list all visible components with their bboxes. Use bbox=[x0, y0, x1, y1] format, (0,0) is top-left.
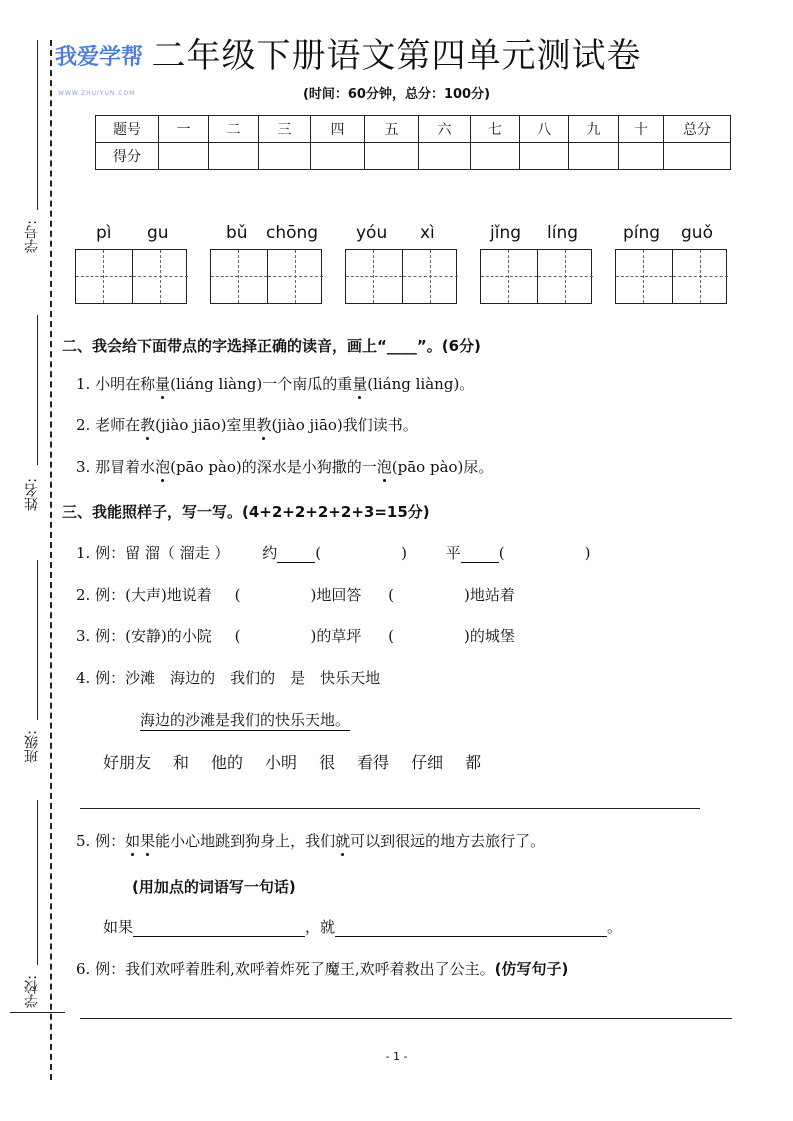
score-col: 四 bbox=[311, 116, 365, 143]
score-cell[interactable] bbox=[259, 143, 311, 170]
score-col: 七 bbox=[471, 116, 520, 143]
pinyin: chōng bbox=[266, 223, 319, 243]
question-3-2: 2. 例：(大声)地说着 ( )地回答 ( )地站着 bbox=[76, 586, 515, 604]
school-label: 学校: bbox=[24, 975, 40, 1008]
score-col: 三 bbox=[259, 116, 311, 143]
pinyin: píng bbox=[623, 223, 661, 243]
pinyin: pì bbox=[96, 223, 112, 243]
pinyin: yóu bbox=[356, 223, 388, 243]
answer-blank[interactable] bbox=[277, 562, 315, 563]
score-col: 十 bbox=[619, 116, 664, 143]
pinyin: guǒ bbox=[681, 223, 713, 243]
page-number: - 1 - bbox=[385, 1050, 408, 1063]
score-col-total: 总分 bbox=[664, 116, 731, 143]
word-list: 好朋友 和 他的 小明 很 看得 仔细 都 bbox=[103, 753, 482, 772]
score-cell[interactable] bbox=[419, 143, 471, 170]
answer-line[interactable] bbox=[80, 1018, 732, 1019]
score-row-label: 得分 bbox=[96, 143, 159, 170]
question-2-2: 2. 老师在教(jiào jiāo)室里教(jiào jiāo)我们读书。 bbox=[76, 416, 418, 434]
pinyin: jǐng bbox=[490, 223, 522, 243]
pinyin: xì bbox=[420, 223, 435, 243]
class-label: 班级: bbox=[24, 730, 40, 763]
exam-info: (时间：60分钟，总分：100分) bbox=[302, 87, 491, 102]
writing-grid[interactable] bbox=[75, 249, 187, 304]
score-col: 六 bbox=[419, 116, 471, 143]
question-3-4: 4. 例：沙滩 海边的 我们的 是 快乐天地 bbox=[76, 669, 381, 687]
answer-blank[interactable] bbox=[133, 936, 305, 937]
section-3-heading: 三、我能照样子，写一写。(4+2+2+2+2+3=15分) bbox=[62, 503, 430, 521]
side-divider bbox=[10, 1012, 65, 1013]
score-col: 一 bbox=[159, 116, 209, 143]
writing-grid[interactable] bbox=[210, 249, 322, 304]
watermark-logo: 我爱学帮 bbox=[55, 45, 144, 70]
class-field[interactable] bbox=[37, 560, 38, 720]
question-3-5: 5. 例：如果能小心地跳到狗身上，我们就可以到很远的地方去旅行了。 bbox=[76, 832, 546, 850]
score-cell[interactable] bbox=[311, 143, 365, 170]
score-cell[interactable] bbox=[471, 143, 520, 170]
question-3-3: 3. 例：(安静)的小院 ( )的草坪 ( )的城堡 bbox=[76, 627, 515, 645]
answer-blank[interactable] bbox=[335, 936, 607, 937]
name-label: 姓名: bbox=[24, 478, 40, 511]
student-no-label: 学号: bbox=[24, 220, 40, 253]
watermark-url: WWW.ZHUIYUN.COM bbox=[58, 90, 136, 97]
pinyin: bǔ bbox=[226, 223, 248, 243]
school-field[interactable] bbox=[37, 800, 38, 965]
writing-grid[interactable] bbox=[480, 249, 592, 304]
score-cell[interactable] bbox=[569, 143, 619, 170]
score-header-label: 题号 bbox=[96, 116, 159, 143]
question-2-3: 3. 那冒着水泡(pāo pào)的深水是小狗撒的一泡(pāo pào)尿。 bbox=[76, 458, 494, 476]
score-cell[interactable] bbox=[619, 143, 664, 170]
score-col: 九 bbox=[569, 116, 619, 143]
score-cell[interactable] bbox=[159, 143, 209, 170]
name-field[interactable] bbox=[37, 315, 38, 465]
binding-line bbox=[50, 40, 52, 1080]
score-table bbox=[95, 115, 731, 170]
question-2-1: 1. 小明在称量(liáng liàng)一个南瓜的重量(liáng liàng)。 bbox=[76, 375, 475, 393]
question-3-6: 6. 例：我们欢呼着胜利,欢呼着炸死了魔王,欢呼着救出了公主。(仿写句子) bbox=[76, 960, 569, 978]
writing-grid[interactable] bbox=[615, 249, 727, 304]
score-cell[interactable] bbox=[664, 143, 731, 170]
question-3-5-answer: 如果 ，就 。 bbox=[103, 918, 623, 936]
example-answer: 海边的沙滩是我们的快乐天地。 bbox=[140, 711, 351, 729]
answer-line[interactable] bbox=[80, 808, 700, 809]
pinyin: líng bbox=[547, 223, 579, 243]
question-3-1: 1. 例：留 溜（ 溜走 ） 约 ( ) 平 ( ) bbox=[76, 544, 591, 562]
question-3-5-hint: (用加点的词语写一句话) bbox=[132, 878, 296, 896]
score-cell[interactable] bbox=[365, 143, 419, 170]
section-2-heading: 二、我会给下面带点的字选择正确的读音，画上“____”。(6分) bbox=[62, 337, 481, 355]
score-cell[interactable] bbox=[209, 143, 259, 170]
score-col: 五 bbox=[365, 116, 419, 143]
writing-grid[interactable] bbox=[345, 249, 457, 304]
pinyin: gu bbox=[147, 223, 169, 243]
page-title: 二年级下册语文第四单元测试卷 bbox=[151, 36, 642, 76]
score-col: 八 bbox=[520, 116, 569, 143]
answer-blank[interactable] bbox=[461, 562, 499, 563]
score-cell[interactable] bbox=[520, 143, 569, 170]
score-col: 二 bbox=[209, 116, 259, 143]
